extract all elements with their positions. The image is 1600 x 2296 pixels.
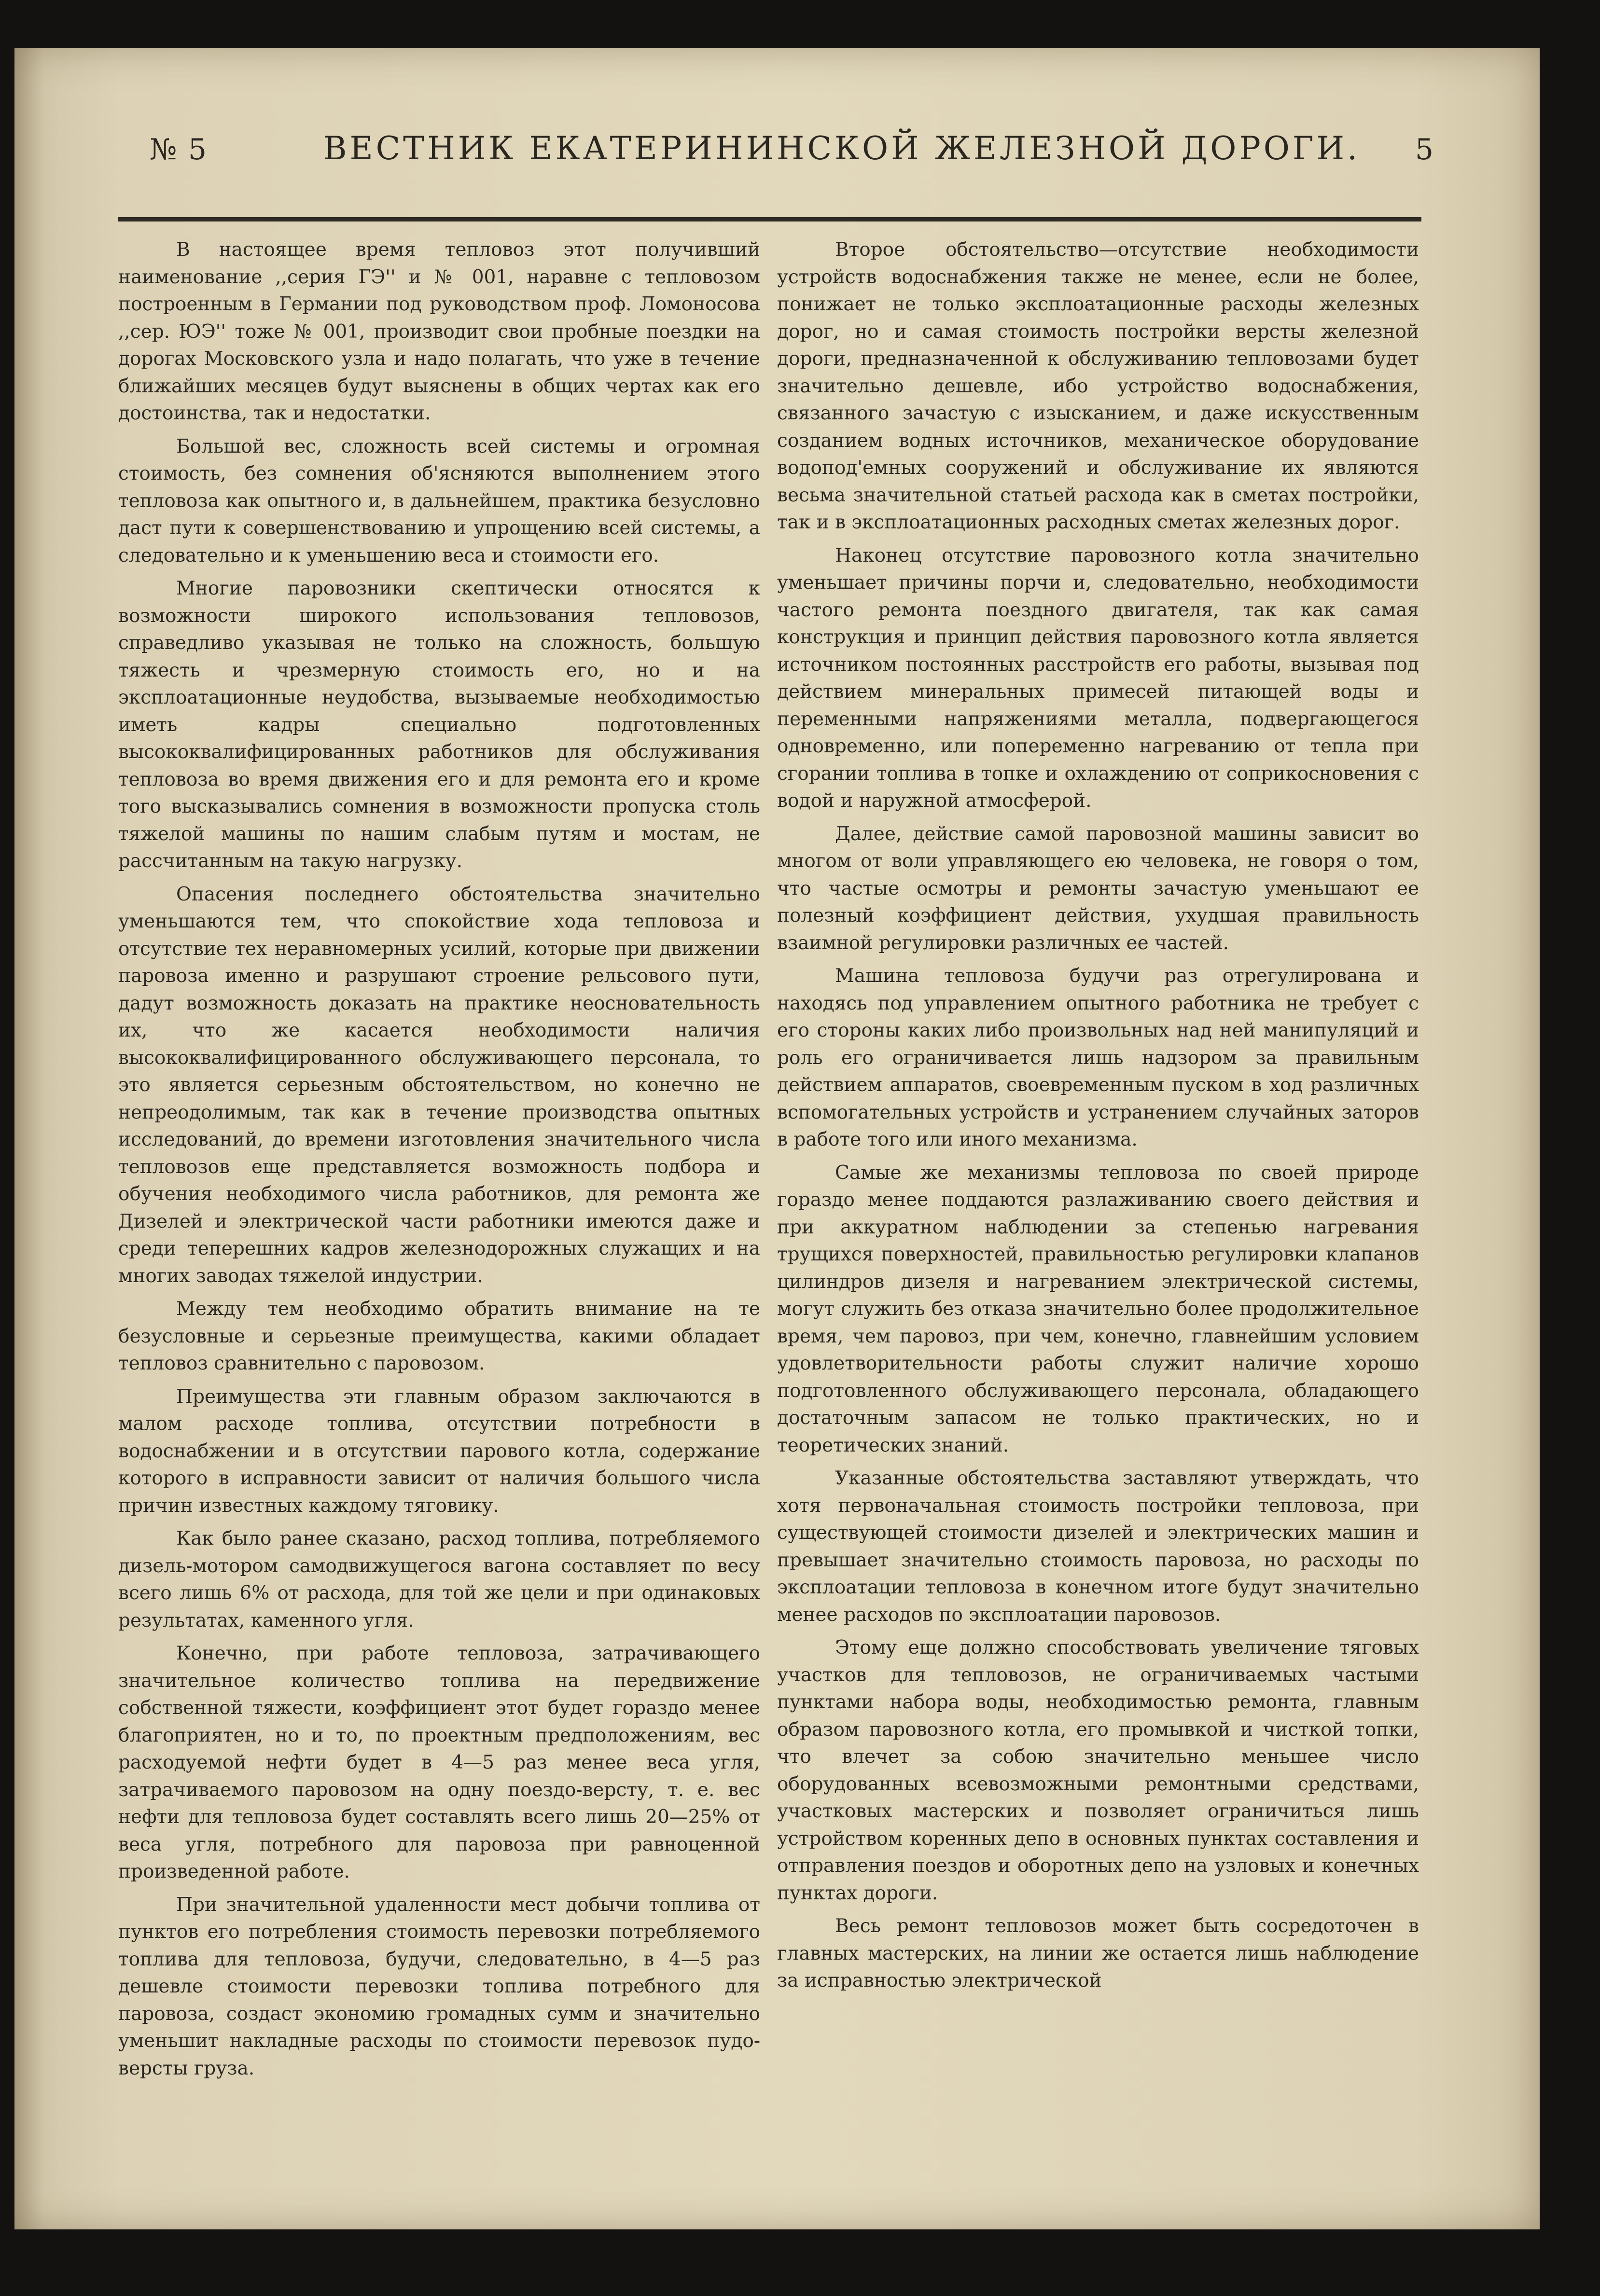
paragraph: Преимущества эти главным образом заключаются в малом расходе топлива, отсутствии потребности в водоснабжении и в отсутствии парового котла, содержание которого в исправности зависит от наличия большого числа причин известных каждому тяговику. — [118, 1385, 760, 1517]
paragraph: Как было ранее сказано, расход топлива, потребляемого дизель-мотором самодвижущегося вагона составляет по весу всего лишь 6% от расхода, для той же цели и при одинаковых результатах, каменного угля. — [118, 1528, 760, 1632]
paragraph: Между тем необходимо обратить внимание на те безусловные и серьезные преимущества, какими обладает тепловоз сравнительно с паровозом. — [118, 1298, 760, 1374]
journal-page — [14, 48, 1540, 2229]
paragraph: Второе обстоятельство—отсутствие необходимости устройств водоснабжения также не менее, если не более, понижает не только эксплоатационные расходы железных дорог, но и самая стоимость постройки версты железной дороги, предназначенной к обслуживанию тепловозами будет значительно дешевле, ибо устройство водоснабжения, связанного зачастую с изысканием, и даже искусственным созданием водных источников, механическое оборудование водопод'емных сооружений и обслуживание их являются весьма значительной статьей расхода как в сметах постройки, так и в эксплоатационных расходных сметах железных дорог. — [777, 239, 1419, 533]
paragraph: При значительной удаленности мест добычи топлива от пунктов его потребления стоимость перевозки потребляемого топлива для тепловоза, будучи, следовательно, в 4—5 раз дешевле стоимости перевозки топлива потребного для паровоза, создаст экономию громадных сумм и значительно уменьшит накладные расходы по стоимости перевозок пудо-версты груза. — [118, 1894, 760, 2079]
page-header — [111, 128, 1443, 176]
issue-number: № 5 — [150, 133, 208, 166]
left-column — [118, 236, 760, 2128]
paragraph: Далее, действие самой паровозной машины зависит во многом от воли управляющего ею человека, не говоря о том, что частые осмотры и ремонты зачастую уменьшают ее полезный коэффициент действия, ухудшая правильность взаимной регулировки различных ее частей. — [777, 823, 1419, 954]
paragraph: Самые же механизмы тепловоза по своей природе гораздо менее поддаются разлаживанию своего действия и при аккуратном наблюдении за степенью нагревания трущихся поверхностей, правильностью регулировки клапанов цилиндров дизеля и нагреванием электрической системы, могут служить без отказа значительно более продолжительное время, чем паровоз, при чем, конечно, главнейшим условием удовлетворительности работы служит наличие хорошо подготовленного обслуживающего персонала, обладающего достаточным запасом не только практических, но и теоретических знаний. — [777, 1162, 1419, 1456]
paragraph: Наконец отсутствие паровозного котла значительно уменьшает причины порчи и, следовательно, необходимости частого ремонта поездного двигателя, так как самая конструкция и принцип действия паровозного котла является источником постоянных расстройств его работы, вызывая под действием минеральных примесей питающей воды и переменными напряжениями металла, подвергающегося одновременно, или попеременно нагреванию от тепла при сгорании топлива в топке и охлаждению от соприкосновения с водой и наружной атмосферой. — [777, 544, 1419, 812]
paragraph: Весь ремонт тепловозов может быть сосредоточен в главных мастерских, на линии же остается лишь наблюдение за исправностью электрической — [777, 1915, 1419, 1992]
header-rule — [118, 217, 1421, 221]
paragraph: Конечно, при работе тепловоза, затрачивающего значительное количество топлива на передвижение собственной тяжести, коэффициент этот будет гораздо менее благоприятен, но и то, по проектным предположениям, вес расходуемой нефти будет в 4—5 раз менее веса угля, затрачиваемого паровозом на одну поездо-версту, т. е. вес нефти для тепловоза будет составлять всего лишь 20—25% от веса угля, потребного для паровоза при равноценной произведенной работе. — [118, 1643, 760, 1882]
paragraph: Большой вес, сложность всей системы и огромная стоимость, без сомнения об'ясняются выполнением этого тепловоза как опытного и, в дальнейшем, практика безусловно даст пути к совершенствованию и упрощению всей системы, а следовательно и к уменьшению веса и стоимости его. — [118, 435, 760, 567]
journal-title: ВЕСТНИК ЕКАТЕРИНИНСКОЙ ЖЕЛЕЗНОЙ ДОРОГИ. — [323, 130, 1361, 167]
paragraph: Опасения последнего обстоятельства значительно уменьшаются тем, что спокойствие хода тепловоза и отсутствие тех неравномерных усилий, которые при движении паровоза именно и разрушают строение рельсового пути, дадут возможность доказать на практике неосновательность их, что же касается необходимости наличия высококвалифицированного обслуживающего персонала, то это является серьезным обстоятельством, но конечно не непреодолимым, так как в течение производства опытных исследований, до времени изготовления значительного числа тепловозов еще представляется возможность подбора и обучения необходимого числа работников, для ремонта же Дизелей и электрической части работники имеются даже и среди теперешних кадров железнодорожных служащих и на многих заводах тяжелой индустрии. — [118, 883, 760, 1287]
paragraph: Этому еще должно способствовать увеличение тяговых участков для тепловозов, не ограничиваемых частыми пунктами набора воды, необходимостью ремонта, главным образом паровозного котла, его промывкой и чисткой топки, что влечет за собою значительно меньшее число оборудованных всевозможными ремонтными средствами, участковых мастерских и позволяет ограничиться лишь устройством коренных депо в основных пунктах составления и отправления поездов и оборотных депо на узловых и конечных пунктах дороги. — [777, 1637, 1419, 1904]
paragraph: Машина тепловоза будучи раз отрегулирована и находясь под управлением опытного работника не требует с его стороны каких либо произвольных над ней манипуляций и роль его ограничивается лишь надзором за правильным действием аппаратов, своевременным пуском в ход различных вспомогательных устройств и устранением случайных заторов в работе того или иного механизма. — [777, 965, 1419, 1150]
paragraph: Многие паровозники скептически относятся к возможности широкого использования тепловозов, справедливо указывая не только на сложность, большую тяжесть и чрезмерную стоимость его, но и на эксплоатационные неудобства, вызываемые необходимостью иметь кадры специально подготовленных высококвалифицированных работников для обслуживания тепловоза во время движения его и для ремонта его и кроме того высказывались сомнения в возможности пропуска столь тяжелой машины по нашим слабым путям и мостам, не рассчитанным на такую нагрузку. — [118, 578, 760, 872]
paragraph: Указанные обстоятельства заставляют утверждать, что хотя первоначальная стоимость постройки тепловоза, при существующей стоимости дизелей и электрических машин и превышает значительно стоимость паровоза, но расходы по эксплоатации тепловоза в конечном итоге будут значительно менее расходов по эксплоатации паровозов. — [777, 1467, 1419, 1626]
page-number: 5 — [1415, 133, 1433, 166]
paragraph: В настоящее время тепловоз этот получивший наименование ,,серия ГЭ'' и № 001, наравне с тепловозом построенным в Германии под руководством проф. Ломоносова ,,сер. ЮЭ'' тоже № 001, производит свои пробные поездки на дорогах Московского узла и надо полагать, что уже в течение ближайших месяцев будут выяснены в общих чертах как его достоинства, так и недостатки. — [118, 239, 760, 424]
right-column — [777, 236, 1419, 2128]
